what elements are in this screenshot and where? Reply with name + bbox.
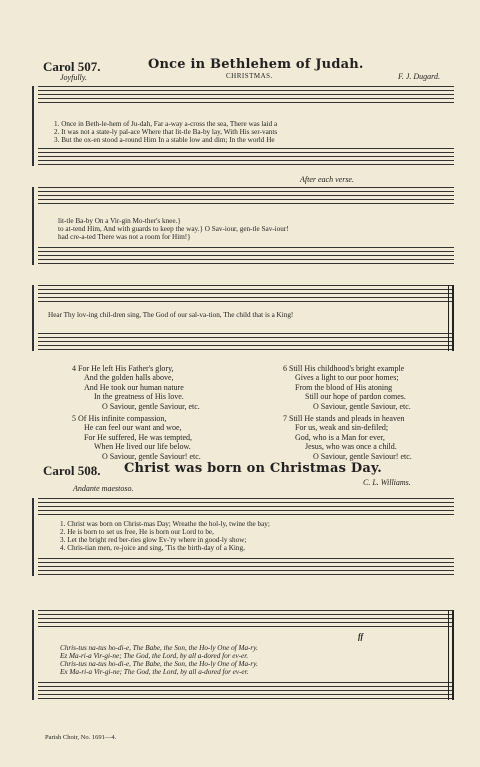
verse-line: And He took our human nature xyxy=(84,382,184,392)
carol-508-tempo: Andante maestoso. xyxy=(73,484,134,493)
brace xyxy=(32,285,37,351)
carol-507-system-2 xyxy=(38,185,454,277)
lyric-line: 3. Let the bright red ber-ries glow Ev-'ry where in good-ly show; xyxy=(60,536,247,545)
verse-line: Gives a light to our poor homes; xyxy=(295,373,399,383)
carol-508-number: Carol 508. xyxy=(43,463,101,478)
lyric-line: had cre-a-ted There was not a room for Him!} xyxy=(58,233,191,242)
lyric-line: Chris-tus na-tus ho-di-e, The Babe, the Son, the Ho-ly One of Ma-ry. xyxy=(60,644,258,652)
lyric-line: Hear Thy lov-ing chil-dren sing, The God of our sal-va-tion, The child that is a King! xyxy=(48,311,294,319)
verse-6 xyxy=(283,364,463,411)
lyric-line: 1. Christ was born on Christ-mas Day; Wreathe the hol-ly, twine the bay; xyxy=(60,520,270,528)
lyric-line: 4. Chris-tian men, re-joice and sing, 'Tis the birth-day of a King, xyxy=(60,544,245,553)
treble-staff xyxy=(38,498,454,515)
verse-line: And the golden halls above, xyxy=(84,373,174,383)
bass-staff xyxy=(38,682,454,699)
verse-line: For us, weak and sin-defiled; xyxy=(295,423,389,433)
bass-staff xyxy=(38,148,454,165)
verse-5 xyxy=(72,414,242,461)
brace xyxy=(32,498,37,576)
brace xyxy=(32,610,37,700)
after-each-verse-label: After each verse. xyxy=(300,175,354,184)
treble-staff xyxy=(38,610,454,627)
verses-left-column xyxy=(72,364,242,461)
verse-line: He can feel our want and woe, xyxy=(84,423,182,433)
verses-right-column xyxy=(283,364,463,461)
lyric-line: 2. He is born to set us free, He is born our Lord to be, xyxy=(60,528,214,537)
carol-507-subtitle: CHRISTMAS. xyxy=(226,72,273,80)
verse-line: 5 Of His infinite compassion, xyxy=(72,414,167,424)
verse-refrain: O Saviour, gentle Saviour, etc. xyxy=(313,401,411,411)
verse-refrain: O Saviour, gentle Saviour, etc. xyxy=(102,401,200,411)
verse-refrain: O Saviour, gentle Saviour! etc. xyxy=(102,451,201,461)
verse-line: 6 Still His childhood's bright example xyxy=(283,364,405,373)
verse-7 xyxy=(283,414,463,461)
final-barline xyxy=(448,285,454,351)
carol-507-system-3 xyxy=(38,283,454,363)
carol-508-system-1 xyxy=(38,496,454,596)
carol-508-composer: C. L. Williams. xyxy=(363,478,411,487)
lyric-line: Ez Ma-ri-a Vir-gi-ne; The God, the Lord, by all a-dored for ev-er. xyxy=(60,652,249,661)
bass-staff xyxy=(38,247,454,264)
lyric-line: Chris-tus na-tus ho-di-e, The Babe, the Son, the Ho-ly One of Ma-ry. xyxy=(60,660,258,669)
brace xyxy=(32,86,37,166)
verse-line: God, who is a Man for ever, xyxy=(295,432,385,442)
lyric-line: 1. Once in Beth-le-hem of Ju-dah, Far a-way a-cross the sea, There was laid a xyxy=(54,120,278,128)
lyric-line: to at-tend Him, And with guards to keep the way.} O Sav-iour, gen-tle Sav-iour! xyxy=(58,225,289,234)
verse-line: 4 For He left His Father's glory, xyxy=(72,364,174,373)
bass-staff xyxy=(38,333,454,350)
lyrics-block xyxy=(54,120,452,144)
brace xyxy=(32,187,37,265)
verse-line: When He lived our life below. xyxy=(94,442,191,452)
bass-staff xyxy=(38,558,454,575)
treble-staff xyxy=(38,187,454,204)
carol-507-composer: F. J. Dugard. xyxy=(398,72,440,81)
verse-4 xyxy=(72,364,242,411)
carol-508-title: Christ was born on Christmas Day. xyxy=(124,461,382,476)
final-barline xyxy=(448,610,454,700)
lyrics-block xyxy=(60,644,452,676)
treble-staff xyxy=(38,285,454,302)
verse-line: Still our hope of pardon comes. xyxy=(305,392,406,402)
treble-staff xyxy=(38,86,454,103)
verse-line: 7 Still He stands and pleads in heaven xyxy=(283,414,405,424)
verse-line: For He suffered, He was tempted, xyxy=(84,432,193,442)
lyric-line: 2. It was not a state-ly pal-ace Where that lit-tle Ba-by lay, With His ser-vants xyxy=(54,128,278,137)
lyrics-block xyxy=(58,217,452,241)
carol-507-system-1 xyxy=(38,84,454,176)
verse-line: In the greatness of His love. xyxy=(94,392,184,402)
carol-508-system-2 xyxy=(38,608,454,718)
dynamic-marking: ff xyxy=(358,632,364,641)
carol-507-tempo: Joyfully. xyxy=(60,73,87,82)
carol-507-number: Carol 507. xyxy=(43,59,101,74)
lyric-line: lit-tle Ba-by On a Vir-gin Mo-ther's knee.} xyxy=(58,217,181,225)
footer-imprint: Parish Choir, No. 1691—4. xyxy=(45,734,117,741)
verse-line: Jesus, who was once a child. xyxy=(305,442,397,452)
lyric-line: 3. But the ox-en stood a-round Him In a stable low and dim; In the world He xyxy=(54,136,275,145)
verse-refrain: O Saviour, gentle Saviour! etc. xyxy=(313,451,412,461)
carol-507-title: Once in Bethlehem of Judah. xyxy=(148,57,364,72)
lyrics-block xyxy=(60,520,452,552)
lyric-line: Ex Ma-ri-a Vir-gi-ne; The God, the Lord, by all a-dored for ev-er. xyxy=(60,668,249,677)
verse-line: From the blood of His atoning xyxy=(295,382,393,392)
